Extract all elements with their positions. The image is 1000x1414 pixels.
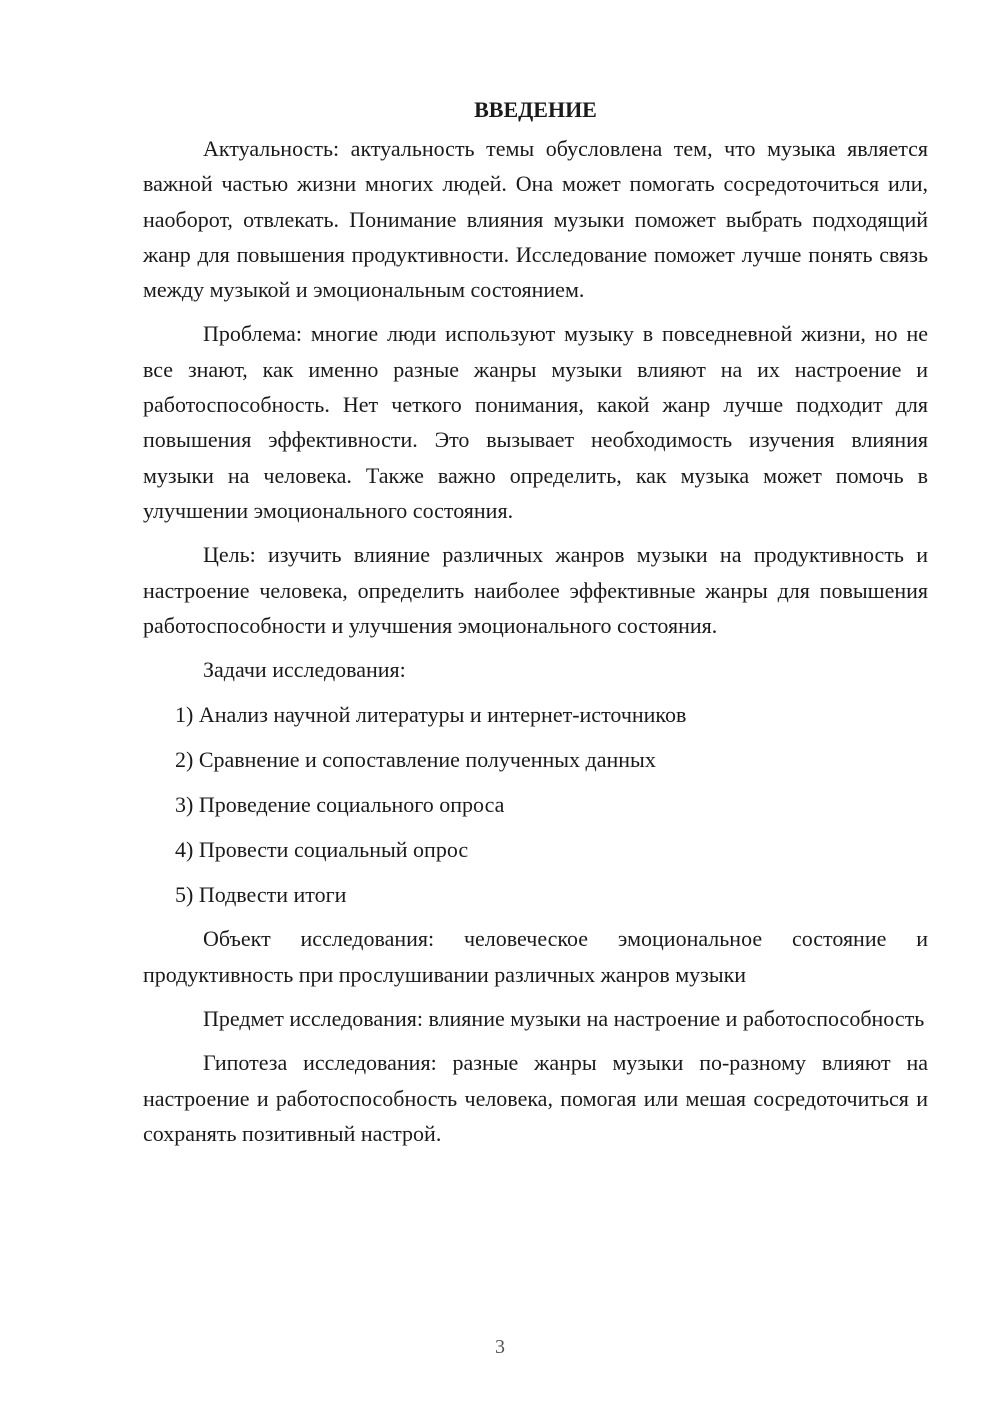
- list-item: 5) Подвести итоги: [175, 882, 347, 908]
- list-item: 3) Проведение социального опроса: [175, 792, 505, 818]
- page-number: 3: [495, 1336, 505, 1358]
- list-item: 2) Сравнение и сопоставление полученных данных: [175, 747, 656, 773]
- goal-paragraph: Цель: изучить влияние различных жанров музыки на продуктивность и настроение человека, определить наиболее эффективные жанры для повышения работоспособности и улучшения эмоционального состояния.: [143, 542, 928, 638]
- tasks-list: [143, 697, 928, 912]
- list-item: 4) Провести социальный опрос: [175, 837, 469, 863]
- relevance-paragraph: Актуальность: актуальность темы обусловлена тем, что музыка является важной частью жизни многих людей. Она может помогать сосредоточиться или, наоборот, отвлекать. Понимание влияния музыки поможет выбрать подходящий жанр для повышения продуктивности. Исследование поможет лучше понять связь между музыкой и эмоциональным состоянием.: [143, 136, 928, 303]
- section-heading: ВВЕДЕНИЕ: [474, 97, 597, 122]
- tasks-heading: Задачи исследования:: [203, 657, 406, 683]
- problem-paragraph: Проблема: многие люди используют музыку в повседневной жизни, но не все знают, как именно разные жанры музыки влияют на их настроение и работоспособность. Нет четкого понимания, какой жанр лучше подходит для повышения эффективности. Это вызывает необходимость изучения влияния музыки на человека. Также важно определить, как музыка может помочь в улучшении эмоционального состояния.: [143, 321, 928, 523]
- page-content: [143, 92, 928, 1151]
- object-paragraph: Объект исследования: человеческое эмоциональное состояние и продуктивность при прослушивании различных жанров музыки: [143, 926, 928, 987]
- list-item: 1) Анализ научной литературы и интернет-источников: [175, 702, 687, 728]
- hypothesis-paragraph: Гипотеза исследования: разные жанры музыки по-разному влияют на настроение и работоспособность человека, помогая или мешая сосредоточиться и сохранять позитивный настрой.: [143, 1050, 928, 1146]
- subject-paragraph: Предмет исследования: влияние музыки на настроение и работоспособность: [203, 1006, 925, 1032]
